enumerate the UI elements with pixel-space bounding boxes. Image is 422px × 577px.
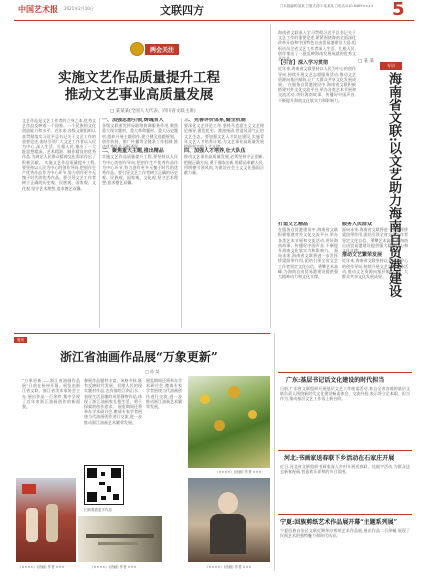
side-column-lower-2: [342, 222, 408, 328]
lead-title-line-2: 推动文艺事业高质量发展: [64, 87, 214, 103]
article2-byline: □ 孙 某: [145, 369, 160, 374]
brief-title[interactable]: 广东:基层书记话文化建设的时代担当: [286, 377, 385, 384]
lead-headline[interactable]: [14, 70, 264, 104]
article2-headline[interactable]: 浙江省油画作品展“万象更新”: [60, 350, 218, 364]
lead-paragraph: 各级文联要发挥好联络协调服务作用,聚焦重大现实题材、重大革命题材、重大历史题材,组织开展主题创作,建立健全选题规划、创作扶持、推广传播等全链条工作机制,推动优秀作品不断涌现。: [102, 123, 178, 150]
side-subhead: 【引言】深入学习贯彻: [278, 60, 329, 67]
side-paragraph: 在服务自贸港建设中,海南省文联积极搭建对外文化交流平台,举办各类艺术节展和交流活动,讲好海南故事、传播好中国声音,不断提升海南文化软实力和影响力。: [278, 227, 338, 254]
brief-text: 宁夏回族自治区文联近期举办剪纸艺术作品展,展出作品二百余幅,展现了民间艺术的独特魅力和时代风采。: [280, 528, 410, 539]
brief-title[interactable]: 河北:书画家送春联下乡活动在石家庄开展: [284, 455, 395, 462]
side-paragraph: 海南省文联深入学习贯彻习近平总书记关于文艺工作的重要论述,紧紧围绕海南全面深化改革开放和中国特色自由贸易港建设大局,组织动员全省文艺工作者深入生活、扎根人民,创作推出了一批反映海南发展成就的优秀文艺作品。: [278, 30, 356, 62]
painting-caption: 《××××》(油画) 作者 ×××: [205, 565, 252, 569]
brief-rule: [278, 450, 412, 451]
article2-paragraph: 展览期间还将举办学术研讨会,邀请专家学者围绕当代油画创作进行交流,进一步推动浙江油画艺术繁荣发展。: [84, 404, 142, 425]
briefs-divider: [274, 333, 275, 571]
painting-landscape: [78, 516, 162, 562]
qr-code-icon[interactable]: [84, 465, 124, 505]
article2-paragraph: 参展作品题材丰富、风格多样,既有反映时代发展、讴歌人民的现实题材作品,也有描绘江南山水、表现生活意趣的风景静物作品,体现了浙江油画家扎根生活、勇于探索的创作追求。: [84, 378, 142, 410]
side-subhead: 推动文艺繁荣发展: [342, 252, 383, 259]
side-column-upper: [278, 30, 356, 218]
painting-caption: 《××××》(油画) 作者 ×××: [90, 565, 137, 569]
issue-date: 2021年2月10日: [64, 6, 94, 11]
lead-paragraph: 要深化文艺评论工作,坚持马克思主义文艺理论指导,褒优贬劣、激浊扬清,营造风清气正的文艺生态。要加强文艺人才队伍建设,实施青年文艺人才培养计划,为文艺事业高质量发展提供坚实的人才支撑。: [184, 123, 264, 150]
brief-text: 近日,河北省文联组织书画家深入乡村开展送春联、送福字活动,为群众送去新春祝福,营造欢乐祥和的节日氛围。: [280, 464, 410, 475]
painting-portrait: [188, 478, 270, 562]
brief-text: 日前,广东省文联组织开展基层文艺工作座谈活动,来自全省各地的基层文联负责人围绕新时代文化建设畅谈体会、交流经验,表示将立足本职、担当作为,推动基层文艺工作再上新台阶。: [280, 386, 410, 402]
brief-rule: [278, 514, 412, 515]
lead-column-2: [102, 118, 178, 328]
side-paragraph: 近年来,海南省文联坚持以人民为中心的创作导向,持续开展文艺志愿服务活动,推动文艺资源向基层倾斜,让广大群众共享文化发展成果。: [342, 258, 408, 280]
painting-figures: [16, 478, 76, 562]
lead-subhead: 四、加强人才培养,壮大队伍: [184, 148, 246, 155]
article2-paragraph: 展览期间还将举办学术研讨会,邀请专家学者围绕当代油画创作进行交流,进一步推动浙江油画艺术繁荣发展。: [146, 378, 182, 410]
lead-paragraph: 推动文艺事业高质量发展,必须坚持守正创新,把握正确方向,勇于推陈出新,用精品奉献人民,用明德引领风尚,为建设社会主义文化强国贡献力量。: [184, 154, 264, 176]
side-tag: 专访: [380, 62, 402, 70]
column-divider: [181, 118, 182, 328]
masthead-rule: [14, 20, 414, 21]
side-paragraph: 近年来,海南省文联坚持以人民为中心的创作导向,持续开展文艺志愿服务活动,推动文艺资源向基层倾斜,让广大群众共享文化发展成果。: [278, 66, 356, 88]
lead-paragraph: 实施文艺作品质量提升工程,要坚持以人民为中心的创作导向,把创作生产优秀作品作为中心环节,努力创作更多无愧于时代的优秀作品。要引导文艺工作者树立正确的历史观、民族观、国家观、文化观,坚守艺术理想,追求德艺双馨。: [22, 159, 96, 191]
article2-column-1: [22, 378, 80, 468]
article2-rule: [14, 333, 270, 334]
editor-info: □本版编辑:某某 □版式设计:某某某 □电话:010-6489××××: [280, 4, 374, 8]
lead-column-3: [184, 118, 264, 328]
brief-title[interactable]: 宁夏:回族剪纸艺术作品展开幕“主题系列展”: [280, 519, 398, 526]
lead-subhead: 一、加强思想引领,铸魂育人: [102, 118, 164, 123]
side-paragraph: 面向未来,海南省文联将进一步发挥桥梁纽带作用,团结引领全省文艺工作者坚定文化自信、勇攀艺术高峰,为海南自由贸易港建设提供强大精神动力和文化支撑。: [342, 227, 408, 254]
article2-column-3: [146, 378, 182, 462]
section-divider: [270, 24, 271, 328]
section-title: 文联四方: [160, 4, 204, 17]
lead-byline: □ 某某某(全国人大代表、四川省文联主席): [110, 109, 196, 114]
qr-caption: 扫码观看更多作品: [84, 508, 112, 512]
painting-sunflowers: [188, 376, 270, 468]
side-author: □ 某 某: [358, 59, 375, 64]
lead-subhead: 三、完善评价体系,健全机制: [184, 118, 246, 123]
column-divider: [99, 118, 100, 328]
side-subhead: 服务人民群众: [342, 222, 373, 227]
article2-paragraph: “万象更新——浙江省油画作品展”日前在杭州开幕。展览由浙江省文联、浙江省美术家协会主办,展出作品一百余件,集中呈现了近年来浙江油画创作的新面貌。: [22, 378, 80, 410]
article2-column-2: [84, 378, 142, 462]
side-paragraph: 面向未来,海南省文联将进一步发挥桥梁纽带作用,团结引领全省文艺工作者坚定文化自信、勇攀艺术高峰,为海南自由贸易港建设提供强大精神动力和文化支撑。: [278, 248, 338, 280]
lead-column-1: [22, 118, 96, 328]
painting-caption: 《××××》(油画) 作者 ×××: [215, 470, 262, 474]
side-headline[interactable]: 海南省文联:以文艺助力海南自贸港建设: [386, 72, 401, 298]
side-column-lower-1: [278, 222, 338, 328]
side-paragraph: 在服务自贸港建设中,海南省文联积极搭建对外文化交流平台,举办各类艺术节展和交流活动,讲好海南故事、传播好中国声音,不断提升海南文化软实力和影响力。: [278, 82, 356, 103]
side-subhead: 打造文艺精品: [278, 222, 309, 227]
newspaper-logo: 中国艺术报: [18, 5, 58, 14]
lead-badge: 两会关注: [145, 44, 179, 55]
article2-tag: 展讯: [14, 337, 27, 343]
page-number: 5: [392, 0, 405, 20]
lead-paragraph: 实施文艺作品质量提升工程,要坚持以人民为中心的创作导向,把创作生产优秀作品作为中心环节,努力创作更多无愧于时代的优秀作品。要引导文艺工作者树立正确的历史观、民族观、国家观、文化观,坚守艺术理想,追求德艺双馨。: [102, 154, 178, 186]
lead-paragraph: 文艺作品是文艺工作者的立身之本,优秀文艺作品反映着一个国家、一个民族的文化创造能力和水平。近年来,各级文联组织认真贯彻落实习近平总书记关于文艺工作的重要论述,团结引领广大文艺工作者以人民为中心,深入生活、扎根人民,推出了一大批思想精深、艺术精湛、制作精良的优秀作品,为满足人民群众精神文化需求作出了积极贡献。: [22, 118, 96, 165]
brief-rule: [278, 372, 412, 373]
emblem-icon: [130, 42, 144, 56]
lead-subhead: 二、聚焦重大主题,推出精品: [102, 148, 164, 155]
lead-title-line-1: 实施文艺作品质量提升工程: [58, 70, 220, 86]
painting-caption: 《××××》(油画) 作者 ×××: [18, 565, 65, 569]
